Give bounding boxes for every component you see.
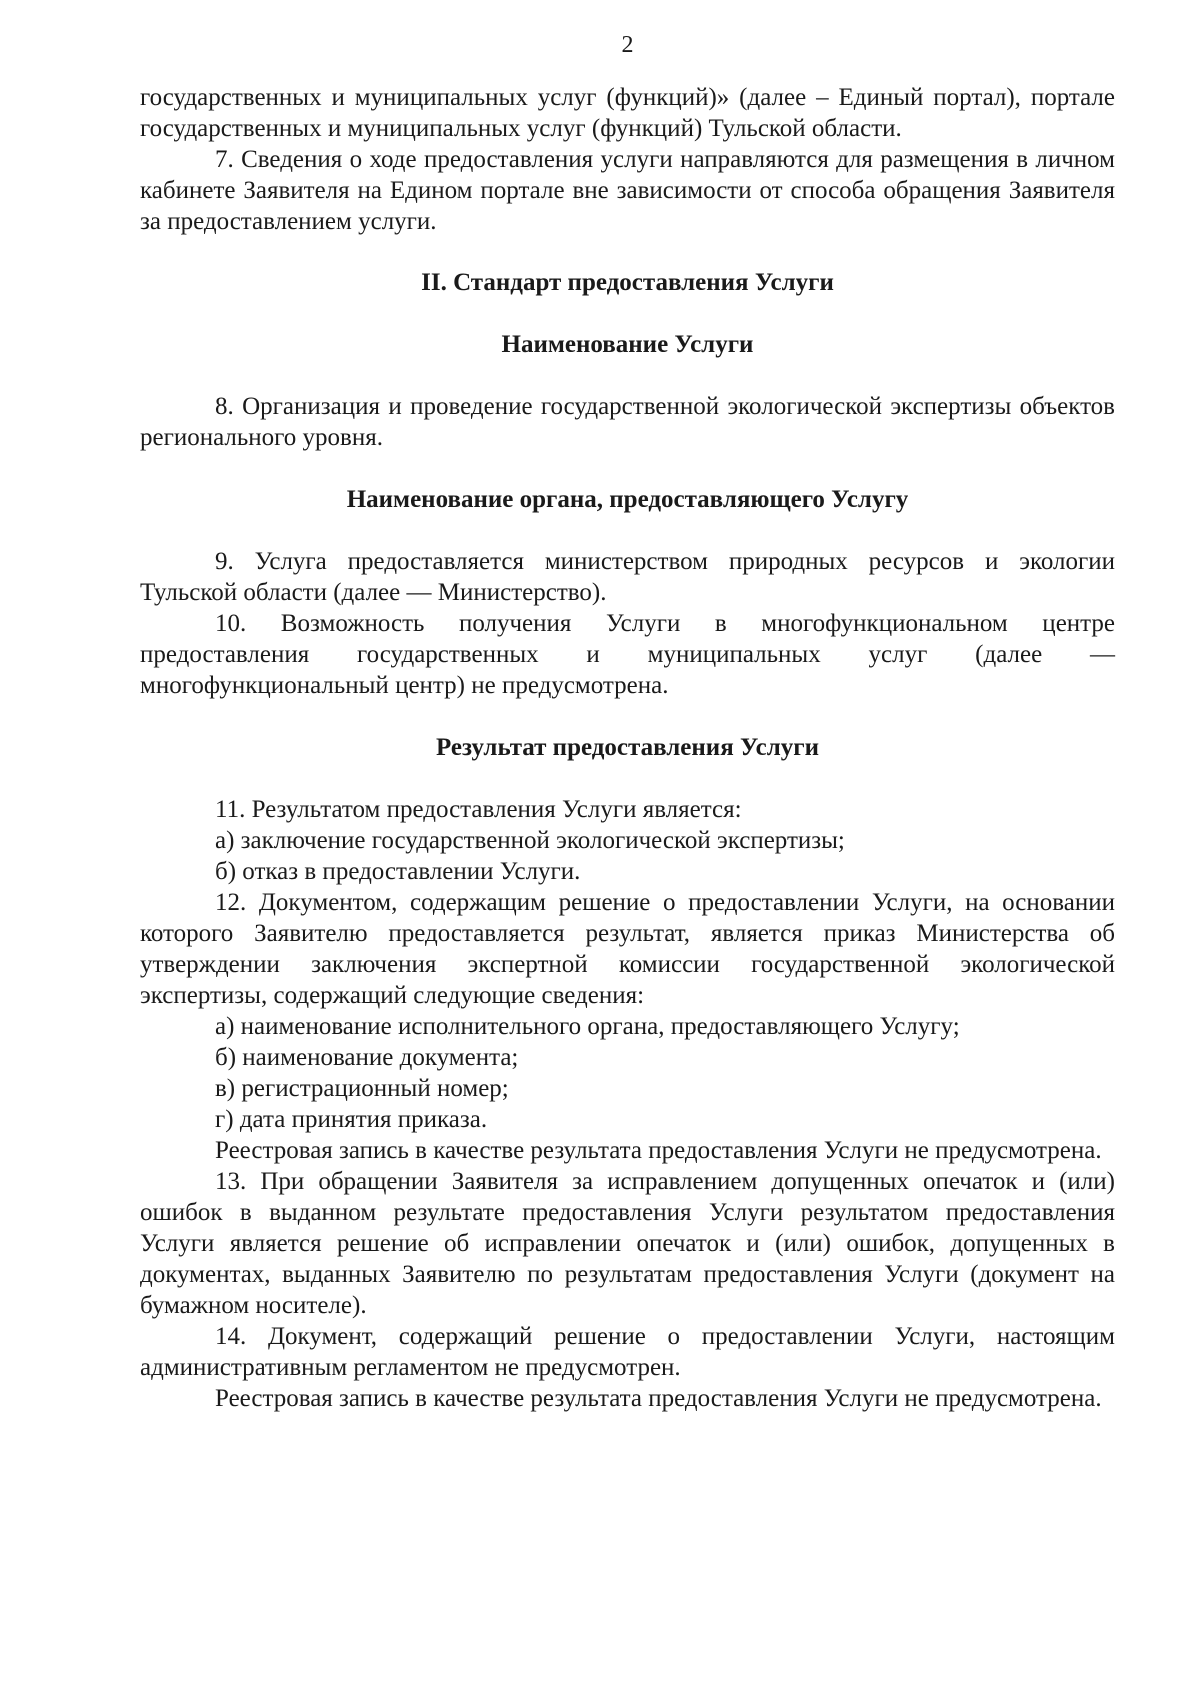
paragraph-13: 13. При обращении Заявителя за исправлением допущенных опечаток и (или) ошибок в выданном результате предоставления Услуги результатом предоставления Услуги является решение об исправлении опечаток и (или) ошибок, допущенных в документах, выданных Заявителю по результатам предоставления Услуги (документ на бумажном носителе).: [140, 1168, 1115, 1319]
paragraph-10: 10. Возможность получения Услуги в многофункциональном центре предоставления государственных и муниципальных услуг (далее — многофункциональный центр) не предусмотрена.: [140, 610, 1115, 699]
paragraph-12: 12. Документом, содержащим решение о предоставлении Услуги, на основании которого Заявителю предоставляется результат, является приказ Министерства об утверждении заключения экспертной комиссии государственной экологической экспертизы, содержащий следующие сведения:: [140, 889, 1115, 1009]
paragraph-9: 9. Услуга предоставляется министерством природных ресурсов и экологии Тульской области (далее — Министерство).: [140, 548, 1115, 606]
paragraph-11-b: б) отказ в предоставлении Услуги.: [215, 858, 581, 885]
document-page: [140, 30, 1115, 1414]
paragraph-11: 11. Результатом предоставления Услуги является:: [215, 796, 742, 823]
paragraph-registry-note-2: Реестровая запись в качестве результата предоставления Услуги не предусмотрена.: [215, 1385, 1102, 1412]
paragraph-14: 14. Документ, содержащий решение о предоставлении Услуги, настоящим административным регламентом не предусмотрен.: [140, 1323, 1115, 1381]
heading-service-result: Результат предоставления Услуги: [435, 734, 819, 761]
paragraph-12-a: а) наименование исполнительного органа, предоставляющего Услугу;: [215, 1013, 960, 1040]
paragraph-12-c: в) регистрационный номер;: [215, 1075, 509, 1102]
paragraph-portal-continuation: государственных и муниципальных услуг (функций)» (далее – Единый портал), портале государственных и муниципальных услуг (функций) Тульской области.: [140, 84, 1115, 142]
paragraph-registry-note: Реестровая запись в качестве результата предоставления Услуги не предусмотрена.: [215, 1137, 1102, 1164]
page-number: 2: [621, 32, 634, 58]
heading-service-name: Наименование Услуги: [501, 331, 754, 358]
paragraph-11-a: а) заключение государственной экологической экспертизы;: [215, 827, 845, 854]
paragraph-7: 7. Сведения о ходе предоставления услуги направляются для размещения в личном кабинете Заявителя на Едином портале вне зависимости от способа обращения Заявителя за предоставлением услуги.: [140, 146, 1115, 235]
heading-providing-organ: Наименование органа, предоставляющего Услугу: [346, 486, 909, 513]
section-title: II. Стандарт предоставления Услуги: [421, 269, 834, 296]
paragraph-8: 8. Организация и проведение государственной экологической экспертизы объектов регионального уровня.: [140, 393, 1115, 451]
paragraph-12-b: б) наименование документа;: [215, 1044, 519, 1071]
paragraph-12-d: г) дата принятия приказа.: [215, 1106, 488, 1133]
